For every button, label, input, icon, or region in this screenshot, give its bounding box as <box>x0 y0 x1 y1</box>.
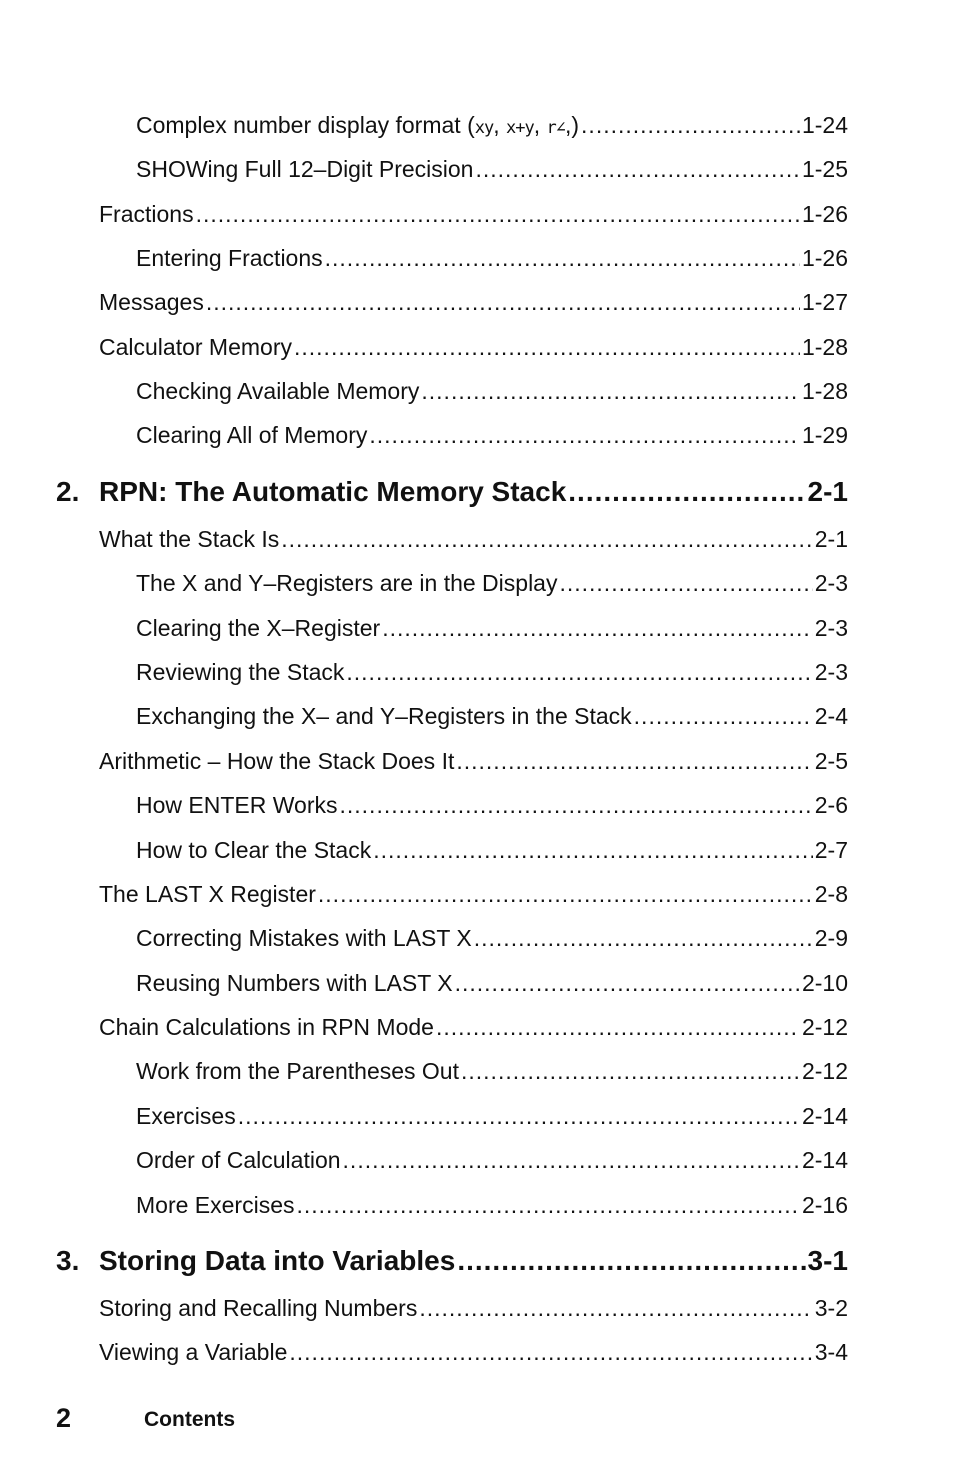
toc-entry[interactable] <box>99 1339 848 1366</box>
chapter-heading[interactable] <box>56 1245 848 1277</box>
toc-entry-page: 2-7 <box>814 837 848 863</box>
leader-dots <box>196 201 800 228</box>
toc-entry-title: Storing and Recalling Numbers <box>99 1295 418 1321</box>
leader-dots <box>568 476 805 508</box>
toc-entry[interactable] <box>136 112 848 139</box>
toc-entry-title: Reviewing the Stack <box>136 659 345 685</box>
toc-entry-page: 2-3 <box>814 659 848 685</box>
leader-dots <box>325 245 800 272</box>
toc-entry[interactable] <box>136 703 848 730</box>
toc-entry-title: Complex number display format (xy, x+y, r∠,) <box>136 112 580 138</box>
leader-dots <box>369 422 800 449</box>
toc-entry[interactable] <box>136 792 848 819</box>
toc-entry[interactable] <box>136 970 848 997</box>
toc-entry-page: 3-4 <box>814 1339 848 1365</box>
toc-entry-page: 1-26 <box>801 201 848 227</box>
toc-entry-title: Calculator Memory <box>99 334 292 360</box>
toc-entry-title: Fractions <box>99 201 194 227</box>
chapter-title: 3. Storing Data into Variables <box>56 1245 456 1276</box>
toc-entry-page: 2-6 <box>814 792 848 818</box>
toc-entry[interactable] <box>99 748 848 775</box>
toc-entry-title: SHOWing Full 12–Digit Precision <box>136 156 474 182</box>
toc-entry-page: 2-9 <box>814 925 848 951</box>
leader-dots <box>343 1147 800 1174</box>
leader-dots <box>346 659 812 686</box>
leader-dots <box>238 1103 800 1130</box>
toc-entry[interactable] <box>99 1014 848 1041</box>
chapter-heading[interactable] <box>56 476 848 508</box>
chapter-page: 2-1 <box>807 476 848 507</box>
toc-entry-title: How to Clear the Stack <box>136 837 372 863</box>
toc-entry-title: Arithmetic – How the Stack Does It <box>99 748 455 774</box>
toc-entry[interactable] <box>136 925 848 952</box>
toc-entry-page: 1-25 <box>801 156 848 182</box>
leader-dots <box>456 748 812 775</box>
toc-entry-title: Chain Calculations in RPN Mode <box>99 1014 434 1040</box>
toc-entry-title: Exercises <box>136 1103 236 1129</box>
toc-entry-title: Messages <box>99 289 204 315</box>
toc-entry-title: Entering Fractions <box>136 245 323 271</box>
chapter-number: 2. <box>56 476 80 507</box>
toc-entry[interactable] <box>136 570 848 597</box>
toc-entry[interactable] <box>99 881 848 908</box>
toc-entry-page: 2-14 <box>801 1147 848 1173</box>
leader-dots <box>421 378 800 405</box>
leader-dots <box>281 526 813 553</box>
toc-entry-page: 2-12 <box>801 1058 848 1084</box>
toc-entry-title: Clearing All of Memory <box>136 422 368 448</box>
toc-entry-page: 2-10 <box>801 970 848 996</box>
toc-entry[interactable] <box>136 245 848 272</box>
toc-entry-page: 1-24 <box>801 112 848 138</box>
leader-dots <box>296 1192 799 1219</box>
toc-entry-title: Work from the Parentheses Out <box>136 1058 459 1084</box>
toc-entry-page: 2-8 <box>814 881 848 907</box>
toc-entry-page: 1-26 <box>801 245 848 271</box>
leader-dots <box>419 1295 812 1322</box>
toc-entry-page: 2-4 <box>814 703 848 729</box>
toc-entry[interactable] <box>99 201 848 228</box>
leader-dots <box>382 615 813 642</box>
toc-entry-title: The LAST X Register <box>99 881 316 907</box>
leader-dots <box>318 881 813 908</box>
toc-entry-page: 2-5 <box>814 748 848 774</box>
chapter-page: 3-1 <box>807 1245 848 1276</box>
toc-entry-title: What the Stack Is <box>99 526 280 552</box>
toc-entry[interactable] <box>99 334 848 361</box>
toc-entry[interactable] <box>136 378 848 405</box>
toc-entry-title: Order of Calculation <box>136 1147 341 1173</box>
leader-dots <box>294 334 800 361</box>
toc-entry[interactable] <box>99 289 848 316</box>
toc-entry-title: How ENTER Works <box>136 792 338 818</box>
toc-entry-title: More Exercises <box>136 1192 295 1218</box>
toc-entry-page: 1-27 <box>801 289 848 315</box>
leader-dots <box>455 970 800 997</box>
leader-dots <box>559 570 812 597</box>
toc-entry-title: Checking Available Memory <box>136 378 420 404</box>
toc-entry-title: Correcting Mistakes with LAST X <box>136 925 472 951</box>
toc-entry[interactable] <box>136 615 848 642</box>
leader-dots <box>474 925 813 952</box>
running-footer-label: Contents <box>144 1408 235 1431</box>
leader-dots <box>340 792 813 819</box>
leader-dots <box>461 1058 800 1085</box>
toc-entry-page: 2-3 <box>814 570 848 596</box>
toc-entry-page: 2-3 <box>814 615 848 641</box>
toc-entry[interactable] <box>136 422 848 449</box>
toc-entry-title: The X and Y–Registers are in the Display <box>136 570 558 596</box>
toc-entry[interactable] <box>136 1058 848 1085</box>
page-number: 2 <box>56 1403 72 1433</box>
toc-entry[interactable] <box>136 1103 848 1130</box>
toc-entry-title: Viewing a Variable <box>99 1339 288 1365</box>
chapter-number: 3. <box>56 1245 80 1276</box>
toc-entry[interactable] <box>136 1192 848 1219</box>
toc-entry-page: 2-1 <box>814 526 848 552</box>
leader-dots <box>457 1245 805 1277</box>
toc-entry[interactable] <box>136 837 848 864</box>
leader-dots <box>206 289 800 316</box>
toc-entry[interactable] <box>99 1295 848 1322</box>
leader-dots <box>373 837 813 864</box>
leader-dots <box>289 1339 812 1366</box>
toc-entry-title: Exchanging the X– and Y–Registers in the Stack <box>136 703 632 729</box>
leader-dots <box>581 112 800 139</box>
chapter-title: 2. RPN: The Automatic Memory Stack <box>56 476 567 507</box>
toc-entry-title: Reusing Numbers with LAST X <box>136 970 453 996</box>
toc-entry[interactable] <box>136 1147 848 1174</box>
toc-entry-page: 2-12 <box>801 1014 848 1040</box>
toc-entry-page: 1-28 <box>801 378 848 404</box>
toc-entry[interactable] <box>99 526 848 553</box>
leader-dots <box>475 156 800 183</box>
toc-entry-page: 2-16 <box>801 1192 848 1218</box>
toc-entry[interactable] <box>136 659 848 686</box>
toc-entry-page: 1-29 <box>801 422 848 448</box>
toc-entry-title: Clearing the X–Register <box>136 615 381 641</box>
leader-dots <box>634 703 813 730</box>
toc-entry-page: 1-28 <box>801 334 848 360</box>
toc-entry-page: 3-2 <box>814 1295 848 1321</box>
toc-entry-page: 2-14 <box>801 1103 848 1129</box>
toc-entry[interactable] <box>136 156 848 183</box>
leader-dots <box>436 1014 800 1041</box>
